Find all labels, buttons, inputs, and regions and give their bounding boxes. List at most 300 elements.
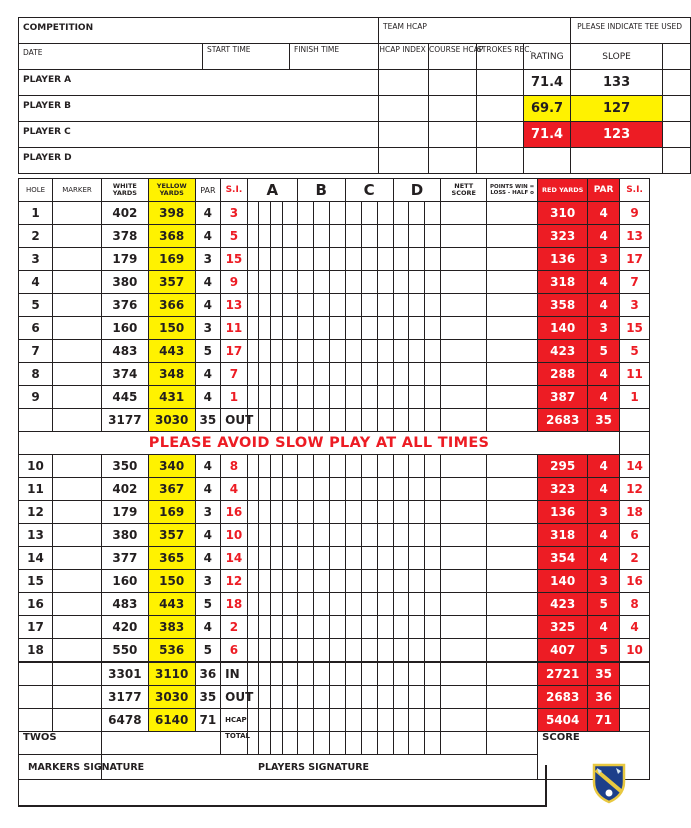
marker-cell[interactable] xyxy=(53,317,102,340)
marker-cell[interactable] xyxy=(53,202,102,225)
score-entry-cell[interactable] xyxy=(259,340,271,363)
score-entry-cell[interactable] xyxy=(345,455,361,478)
score-entry-cell[interactable] xyxy=(259,639,271,663)
score-entry-cell[interactable] xyxy=(425,271,441,294)
score-entry-cell[interactable] xyxy=(361,317,377,340)
score-entry-cell[interactable] xyxy=(425,363,441,386)
nett-score-cell[interactable] xyxy=(441,570,487,593)
twos-cell[interactable] xyxy=(393,732,409,755)
score-entry-cell[interactable] xyxy=(361,271,377,294)
score-entry-cell[interactable] xyxy=(297,455,313,478)
score-entry-cell[interactable] xyxy=(409,662,425,686)
score-entry-cell[interactable] xyxy=(345,501,361,524)
score-entry-cell[interactable] xyxy=(393,202,409,225)
score-entry-cell[interactable] xyxy=(297,616,313,639)
score-entry-cell[interactable] xyxy=(282,639,297,663)
score-entry-cell[interactable] xyxy=(247,616,259,639)
score-entry-cell[interactable] xyxy=(329,271,345,294)
points-cell[interactable] xyxy=(487,340,538,363)
score-entry-cell[interactable] xyxy=(247,524,259,547)
score-entry-cell[interactable] xyxy=(377,409,393,432)
score-entry-cell[interactable] xyxy=(345,340,361,363)
score-entry-cell[interactable] xyxy=(271,686,283,709)
score-entry-cell[interactable] xyxy=(297,501,313,524)
twos-cell[interactable] xyxy=(329,732,345,755)
score-entry-cell[interactable] xyxy=(425,478,441,501)
nett-score-cell[interactable] xyxy=(441,363,487,386)
score-entry-cell[interactable] xyxy=(377,455,393,478)
score-entry-cell[interactable] xyxy=(409,501,425,524)
points-cell[interactable] xyxy=(487,616,538,639)
nett-score-cell[interactable] xyxy=(441,616,487,639)
score-entry-cell[interactable] xyxy=(409,478,425,501)
score-entry-cell[interactable] xyxy=(271,709,283,732)
score-entry-cell[interactable] xyxy=(345,639,361,663)
score-entry-cell[interactable] xyxy=(313,616,329,639)
score-entry-cell[interactable] xyxy=(409,225,425,248)
score-entry-cell[interactable] xyxy=(425,709,441,732)
score-entry-cell[interactable] xyxy=(297,386,313,409)
score-entry-cell[interactable] xyxy=(313,686,329,709)
points-cell[interactable] xyxy=(487,501,538,524)
score-entry-cell[interactable] xyxy=(313,317,329,340)
score-entry-cell[interactable] xyxy=(377,248,393,271)
score-entry-cell[interactable] xyxy=(271,248,283,271)
score-entry-cell[interactable] xyxy=(282,709,297,732)
score-entry-cell[interactable] xyxy=(361,225,377,248)
score-entry-cell[interactable] xyxy=(329,455,345,478)
score-entry-cell[interactable] xyxy=(377,225,393,248)
score-entry-cell[interactable] xyxy=(393,709,409,732)
score-entry-cell[interactable] xyxy=(297,709,313,732)
marker-cell[interactable] xyxy=(53,363,102,386)
score-entry-cell[interactable] xyxy=(329,386,345,409)
player-c-strokes[interactable] xyxy=(477,122,524,148)
score-entry-cell[interactable] xyxy=(329,225,345,248)
score-entry-cell[interactable] xyxy=(393,363,409,386)
score-entry-cell[interactable] xyxy=(393,478,409,501)
score-entry-cell[interactable] xyxy=(297,662,313,686)
points-cell[interactable] xyxy=(487,409,538,432)
score-entry-cell[interactable] xyxy=(329,686,345,709)
score-entry-cell[interactable] xyxy=(393,294,409,317)
score-entry-cell[interactable] xyxy=(393,570,409,593)
score-entry-cell[interactable] xyxy=(361,409,377,432)
score-entry-cell[interactable] xyxy=(271,340,283,363)
score-entry-cell[interactable] xyxy=(361,686,377,709)
score-entry-cell[interactable] xyxy=(259,409,271,432)
nett-score-cell[interactable] xyxy=(441,317,487,340)
score-entry-cell[interactable] xyxy=(329,317,345,340)
score-entry-cell[interactable] xyxy=(329,340,345,363)
score-entry-cell[interactable] xyxy=(313,455,329,478)
score-entry-cell[interactable] xyxy=(259,501,271,524)
score-entry-cell[interactable] xyxy=(377,294,393,317)
score-entry-cell[interactable] xyxy=(259,363,271,386)
score-entry-cell[interactable] xyxy=(297,686,313,709)
score-entry-cell[interactable] xyxy=(271,202,283,225)
score-entry-cell[interactable] xyxy=(345,294,361,317)
score-entry-cell[interactable] xyxy=(425,248,441,271)
score-entry-cell[interactable] xyxy=(271,570,283,593)
score-entry-cell[interactable] xyxy=(393,386,409,409)
nett-score-cell[interactable] xyxy=(441,501,487,524)
score-entry-cell[interactable] xyxy=(259,455,271,478)
nett-score-cell[interactable] xyxy=(441,686,487,709)
score-entry-cell[interactable] xyxy=(297,639,313,663)
score-entry-cell[interactable] xyxy=(393,616,409,639)
points-cell[interactable] xyxy=(487,363,538,386)
nett-score-cell[interactable] xyxy=(441,340,487,363)
points-cell[interactable] xyxy=(487,662,538,686)
score-entry-cell[interactable] xyxy=(425,662,441,686)
score-entry-cell[interactable] xyxy=(393,501,409,524)
score-entry-cell[interactable] xyxy=(282,317,297,340)
twos-cell[interactable] xyxy=(361,732,377,755)
score-entry-cell[interactable] xyxy=(247,248,259,271)
score-entry-cell[interactable] xyxy=(377,501,393,524)
score-entry-cell[interactable] xyxy=(329,248,345,271)
score-entry-cell[interactable] xyxy=(259,294,271,317)
score-entry-cell[interactable] xyxy=(409,248,425,271)
score-entry-cell[interactable] xyxy=(297,478,313,501)
score-entry-cell[interactable] xyxy=(409,639,425,663)
score-entry-cell[interactable] xyxy=(393,524,409,547)
score-entry-cell[interactable] xyxy=(282,409,297,432)
score-entry-cell[interactable] xyxy=(409,271,425,294)
score-entry-cell[interactable] xyxy=(361,524,377,547)
score-entry-cell[interactable] xyxy=(271,547,283,570)
score-entry-cell[interactable] xyxy=(425,225,441,248)
score-entry-cell[interactable] xyxy=(313,547,329,570)
score-entry-cell[interactable] xyxy=(313,524,329,547)
player-d-hcap-index[interactable] xyxy=(379,148,429,174)
score-entry-cell[interactable] xyxy=(409,455,425,478)
points-cell[interactable] xyxy=(487,386,538,409)
score-entry-cell[interactable] xyxy=(425,340,441,363)
player-a-course-hcap[interactable] xyxy=(429,70,477,96)
score-entry-cell[interactable] xyxy=(271,455,283,478)
score-entry-cell[interactable] xyxy=(345,409,361,432)
score-entry-cell[interactable] xyxy=(409,570,425,593)
marker-cell[interactable] xyxy=(53,340,102,363)
score-entry-cell[interactable] xyxy=(247,340,259,363)
score-entry-cell[interactable] xyxy=(425,501,441,524)
marker-cell[interactable] xyxy=(53,225,102,248)
score-entry-cell[interactable] xyxy=(247,570,259,593)
nett-score-cell[interactable] xyxy=(441,547,487,570)
twos-cell[interactable] xyxy=(271,732,283,755)
score-entry-cell[interactable] xyxy=(345,662,361,686)
score-entry-cell[interactable] xyxy=(259,225,271,248)
score-entry-cell[interactable] xyxy=(329,524,345,547)
score-entry-cell[interactable] xyxy=(297,225,313,248)
score-entry-cell[interactable] xyxy=(377,686,393,709)
score-entry-cell[interactable] xyxy=(329,593,345,616)
score-entry-cell[interactable] xyxy=(313,271,329,294)
score-entry-cell[interactable] xyxy=(329,501,345,524)
score-entry-cell[interactable] xyxy=(361,294,377,317)
points-cell[interactable] xyxy=(487,455,538,478)
score-entry-cell[interactable] xyxy=(377,547,393,570)
score-entry-cell[interactable] xyxy=(271,639,283,663)
score-entry-cell[interactable] xyxy=(409,340,425,363)
twos-cell[interactable] xyxy=(345,732,361,755)
marker-cell[interactable] xyxy=(53,639,102,663)
score-entry-cell[interactable] xyxy=(313,570,329,593)
score-entry-cell[interactable] xyxy=(425,616,441,639)
score-entry-cell[interactable] xyxy=(345,524,361,547)
nett-score-cell[interactable] xyxy=(441,709,487,732)
nett-score-cell[interactable] xyxy=(441,639,487,663)
score-entry-cell[interactable] xyxy=(247,317,259,340)
points-cell[interactable] xyxy=(487,478,538,501)
score-entry-cell[interactable] xyxy=(259,202,271,225)
marker-cell[interactable] xyxy=(53,294,102,317)
score-entry-cell[interactable] xyxy=(313,639,329,663)
score-entry-cell[interactable] xyxy=(282,686,297,709)
twos-cell[interactable] xyxy=(377,732,393,755)
twos-entry[interactable] xyxy=(101,732,220,755)
score-entry-cell[interactable] xyxy=(361,593,377,616)
score-entry-cell[interactable] xyxy=(259,616,271,639)
score-entry-cell[interactable] xyxy=(271,501,283,524)
points-cell[interactable] xyxy=(487,248,538,271)
score-entry-cell[interactable] xyxy=(393,271,409,294)
score-entry-cell[interactable] xyxy=(409,709,425,732)
points-cell[interactable] xyxy=(487,524,538,547)
score-entry-cell[interactable] xyxy=(425,593,441,616)
score-entry-cell[interactable] xyxy=(345,225,361,248)
marker-cell[interactable] xyxy=(53,616,102,639)
score-entry-cell[interactable] xyxy=(425,317,441,340)
points-cell[interactable] xyxy=(487,547,538,570)
score-entry-cell[interactable] xyxy=(361,639,377,663)
score-entry-cell[interactable] xyxy=(259,547,271,570)
score-entry-cell[interactable] xyxy=(297,547,313,570)
score-entry-cell[interactable] xyxy=(329,409,345,432)
marker-cell[interactable] xyxy=(53,593,102,616)
score-entry-cell[interactable] xyxy=(313,593,329,616)
score-entry-cell[interactable] xyxy=(329,570,345,593)
score-entry-cell[interactable] xyxy=(409,616,425,639)
twos-cell[interactable] xyxy=(259,732,271,755)
score-entry-cell[interactable] xyxy=(377,524,393,547)
score-entry-cell[interactable] xyxy=(313,202,329,225)
player-c-hcap-index[interactable] xyxy=(379,122,429,148)
score-entry-cell[interactable] xyxy=(259,248,271,271)
score-entry-cell[interactable] xyxy=(259,524,271,547)
marker-cell[interactable] xyxy=(53,386,102,409)
points-cell[interactable] xyxy=(487,271,538,294)
score-entry-cell[interactable] xyxy=(282,501,297,524)
points-cell[interactable] xyxy=(487,686,538,709)
score-entry-cell[interactable] xyxy=(313,225,329,248)
score-entry-cell[interactable] xyxy=(409,294,425,317)
nett-score-cell[interactable] xyxy=(441,593,487,616)
score-entry-cell[interactable] xyxy=(297,202,313,225)
score-entry-cell[interactable] xyxy=(377,662,393,686)
score-entry-cell[interactable] xyxy=(409,363,425,386)
nett-score-cell[interactable] xyxy=(441,248,487,271)
score-entry-cell[interactable] xyxy=(377,478,393,501)
score-entry-cell[interactable] xyxy=(361,616,377,639)
marker-cell[interactable] xyxy=(53,501,102,524)
score-entry-cell[interactable] xyxy=(345,202,361,225)
points-cell[interactable] xyxy=(487,202,538,225)
score-entry-cell[interactable] xyxy=(313,248,329,271)
score-entry-cell[interactable] xyxy=(282,202,297,225)
score-entry-cell[interactable] xyxy=(313,294,329,317)
score-entry-cell[interactable] xyxy=(282,662,297,686)
score-entry-cell[interactable] xyxy=(361,455,377,478)
score-entry-cell[interactable] xyxy=(297,524,313,547)
score-entry-cell[interactable] xyxy=(409,317,425,340)
score-entry-cell[interactable] xyxy=(282,271,297,294)
points-cell[interactable] xyxy=(487,317,538,340)
twos-cell[interactable] xyxy=(409,732,425,755)
twos-cell[interactable] xyxy=(487,732,538,755)
score-entry-cell[interactable] xyxy=(259,478,271,501)
score-entry-cell[interactable] xyxy=(247,225,259,248)
score-entry-cell[interactable] xyxy=(345,709,361,732)
marker-cell[interactable] xyxy=(53,524,102,547)
twos-cell[interactable] xyxy=(441,732,487,755)
score-entry-cell[interactable] xyxy=(425,524,441,547)
score-entry-cell[interactable] xyxy=(345,363,361,386)
score-entry-cell[interactable] xyxy=(361,202,377,225)
score-entry-cell[interactable] xyxy=(377,639,393,663)
score-entry-cell[interactable] xyxy=(361,478,377,501)
nett-score-cell[interactable] xyxy=(441,202,487,225)
score-entry-cell[interactable] xyxy=(329,616,345,639)
score-entry-cell[interactable] xyxy=(297,271,313,294)
score-entry-cell[interactable] xyxy=(409,386,425,409)
score-entry-cell[interactable] xyxy=(329,478,345,501)
player-a-strokes[interactable] xyxy=(477,70,524,96)
score-entry-cell[interactable] xyxy=(425,455,441,478)
score-entry-cell[interactable] xyxy=(361,248,377,271)
player-b-hcap-index[interactable] xyxy=(379,96,429,122)
points-cell[interactable] xyxy=(487,639,538,663)
score-entry-cell[interactable] xyxy=(271,593,283,616)
score-entry-cell[interactable] xyxy=(313,363,329,386)
score-entry-cell[interactable] xyxy=(345,248,361,271)
score-entry-cell[interactable] xyxy=(247,478,259,501)
score-entry-cell[interactable] xyxy=(409,409,425,432)
nett-score-cell[interactable] xyxy=(441,478,487,501)
score-entry-cell[interactable] xyxy=(377,202,393,225)
points-cell[interactable] xyxy=(487,225,538,248)
score-entry-cell[interactable] xyxy=(361,386,377,409)
score-entry-cell[interactable] xyxy=(425,202,441,225)
score-entry-cell[interactable] xyxy=(409,686,425,709)
score-entry-cell[interactable] xyxy=(271,409,283,432)
score-entry-cell[interactable] xyxy=(393,317,409,340)
score-entry-cell[interactable] xyxy=(377,386,393,409)
score-entry-cell[interactable] xyxy=(377,340,393,363)
score-entry-cell[interactable] xyxy=(282,570,297,593)
twos-cell[interactable] xyxy=(313,732,329,755)
score-entry-cell[interactable] xyxy=(377,317,393,340)
score-entry-cell[interactable] xyxy=(409,202,425,225)
player-d-rating[interactable] xyxy=(524,148,571,174)
score-entry-cell[interactable] xyxy=(271,294,283,317)
score-entry-cell[interactable] xyxy=(247,709,259,732)
score-entry-cell[interactable] xyxy=(329,363,345,386)
score-entry-cell[interactable] xyxy=(282,225,297,248)
score-entry-cell[interactable] xyxy=(377,271,393,294)
score-entry-cell[interactable] xyxy=(377,363,393,386)
score-entry-cell[interactable] xyxy=(329,662,345,686)
score-entry-cell[interactable] xyxy=(247,294,259,317)
score-entry-cell[interactable] xyxy=(247,639,259,663)
score-entry-cell[interactable] xyxy=(282,616,297,639)
marker-cell[interactable] xyxy=(53,271,102,294)
nett-score-cell[interactable] xyxy=(441,271,487,294)
nett-score-cell[interactable] xyxy=(441,524,487,547)
score-entry-cell[interactable] xyxy=(259,570,271,593)
player-a-hcap-index[interactable] xyxy=(379,70,429,96)
score-entry-cell[interactable] xyxy=(313,662,329,686)
marker-cell[interactable] xyxy=(53,248,102,271)
score-entry-cell[interactable] xyxy=(271,386,283,409)
score-entry-cell[interactable] xyxy=(271,271,283,294)
score-entry-cell[interactable] xyxy=(361,340,377,363)
score-entry-cell[interactable] xyxy=(329,709,345,732)
score-entry-cell[interactable] xyxy=(425,639,441,663)
score-entry-cell[interactable] xyxy=(282,248,297,271)
points-cell[interactable] xyxy=(487,570,538,593)
score-entry-cell[interactable] xyxy=(271,363,283,386)
score-entry-cell[interactable] xyxy=(282,547,297,570)
score-entry-cell[interactable] xyxy=(247,202,259,225)
score-entry-cell[interactable] xyxy=(425,547,441,570)
nett-score-cell[interactable] xyxy=(441,294,487,317)
score-entry-cell[interactable] xyxy=(425,294,441,317)
score-entry-cell[interactable] xyxy=(345,593,361,616)
nett-score-cell[interactable] xyxy=(441,409,487,432)
score-entry-cell[interactable] xyxy=(377,593,393,616)
player-d-slope[interactable] xyxy=(571,148,663,174)
score-entry-cell[interactable] xyxy=(259,271,271,294)
nett-score-cell[interactable] xyxy=(441,662,487,686)
score-entry-cell[interactable] xyxy=(282,340,297,363)
score-entry-cell[interactable] xyxy=(247,271,259,294)
score-entry-cell[interactable] xyxy=(361,363,377,386)
score-entry-cell[interactable] xyxy=(425,386,441,409)
score-entry-cell[interactable] xyxy=(313,478,329,501)
score-entry-cell[interactable] xyxy=(313,409,329,432)
score-entry-cell[interactable] xyxy=(393,547,409,570)
score-entry-cell[interactable] xyxy=(329,547,345,570)
player-c-course-hcap[interactable] xyxy=(429,122,477,148)
score-entry-cell[interactable] xyxy=(297,340,313,363)
score-entry-cell[interactable] xyxy=(282,593,297,616)
score-entry-cell[interactable] xyxy=(247,363,259,386)
score-entry-cell[interactable] xyxy=(313,709,329,732)
score-entry-cell[interactable] xyxy=(313,501,329,524)
score-entry-cell[interactable] xyxy=(345,616,361,639)
score-entry-cell[interactable] xyxy=(345,317,361,340)
score-entry-cell[interactable] xyxy=(393,662,409,686)
score-entry-cell[interactable] xyxy=(297,248,313,271)
nett-score-cell[interactable] xyxy=(441,455,487,478)
score-entry-cell[interactable] xyxy=(345,271,361,294)
score-entry-cell[interactable] xyxy=(271,225,283,248)
score-entry-cell[interactable] xyxy=(377,570,393,593)
score-entry-cell[interactable] xyxy=(247,386,259,409)
